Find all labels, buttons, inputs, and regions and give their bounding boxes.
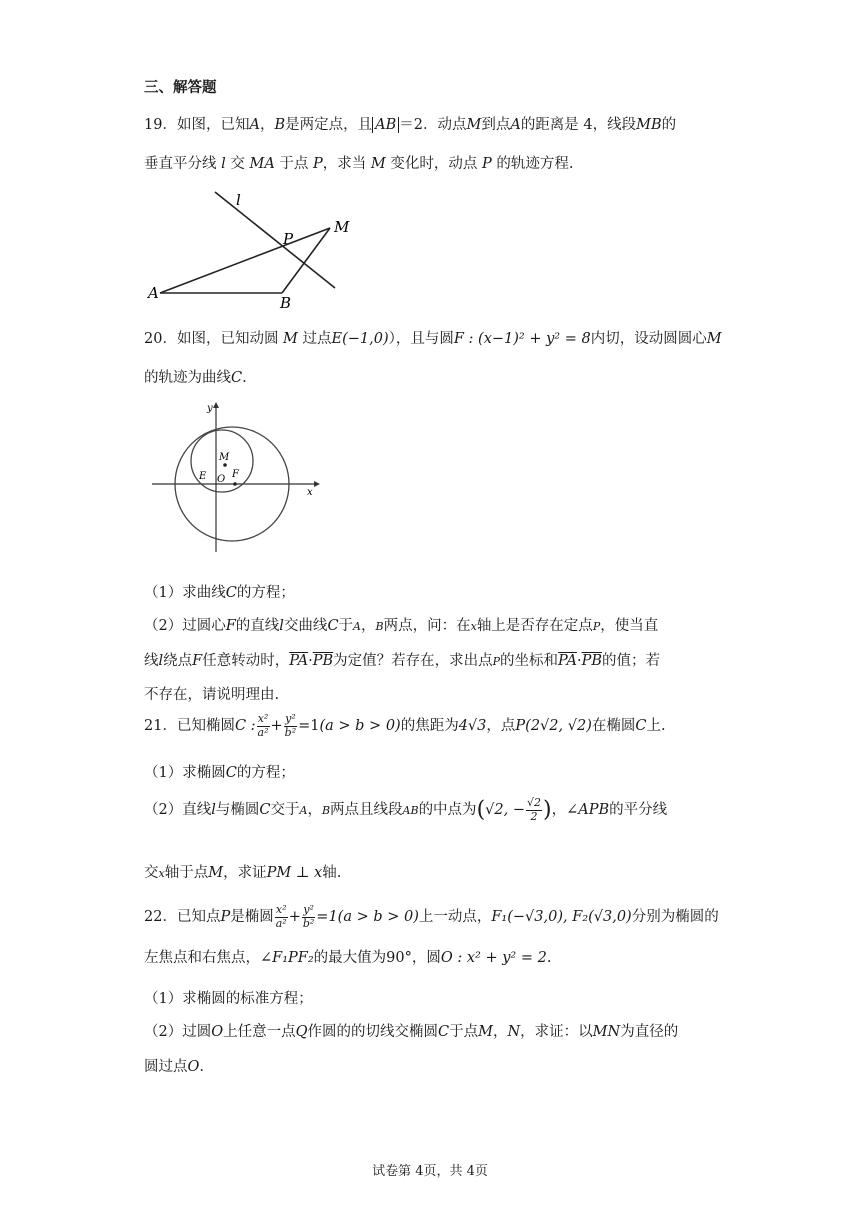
text: （1）求椭圆的标准方程；	[144, 991, 313, 1007]
q22-sub2-line2	[144, 1055, 204, 1076]
var-x: x	[470, 620, 477, 633]
text: 任意转动时，	[202, 653, 290, 669]
fraction-x2-a2	[257, 713, 270, 739]
text: 上.	[646, 718, 666, 735]
var-P: P	[308, 156, 323, 172]
label-F: F	[232, 469, 239, 480]
var-M: M	[706, 331, 722, 347]
text: 交于	[270, 802, 300, 819]
q19-line1: 19．如图，已知A，B是两定点，且 AB ＝2．动点M到点A的距离是 4，线段MB的	[144, 117, 677, 133]
fraction-y2-b2	[302, 904, 315, 930]
text: 交	[144, 865, 159, 881]
var-M: M	[278, 331, 303, 347]
text: 两点且线段	[330, 802, 403, 819]
text: 轴.	[322, 865, 342, 881]
q22-sub2-line1	[144, 1020, 678, 1041]
var-A: A	[353, 620, 361, 633]
ellipse-C-label: C :	[234, 718, 256, 735]
text: 于	[338, 618, 354, 634]
var-C: C	[635, 718, 647, 735]
text: 的坐标和	[500, 653, 559, 669]
text: （1）求曲线	[144, 585, 226, 601]
text: 交曲线	[283, 618, 328, 634]
angle-F1PF2: ∠F₁PF₂	[260, 950, 314, 966]
numerator: x²	[275, 903, 287, 916]
q20-sub1	[144, 581, 295, 602]
denominator: b²	[302, 916, 315, 930]
equals-condition: =1(a > b > 0)	[316, 909, 419, 926]
label-y: y	[207, 403, 213, 414]
point-E: E(−1,0)	[331, 331, 389, 347]
section-title: 三、解答题	[144, 80, 217, 96]
var-A: A	[249, 117, 260, 133]
q19-line2	[144, 152, 573, 173]
var-l: l	[211, 802, 216, 819]
q22-line2	[144, 946, 551, 967]
right-paren: )	[543, 797, 552, 823]
var-M: M	[466, 117, 482, 133]
angle-90: 90°	[386, 950, 412, 966]
denominator: a²	[257, 725, 269, 739]
text: 的直线	[235, 618, 280, 634]
var-C: C	[225, 765, 237, 781]
numerator: √2	[527, 796, 542, 809]
x-axis-arrow-icon	[314, 481, 320, 487]
text: 到点	[481, 117, 511, 133]
numerator: y²	[285, 712, 296, 725]
condition: (a > b > 0)	[319, 718, 401, 735]
text: 22．已知点	[144, 909, 221, 926]
var-P: P	[477, 156, 497, 172]
text: 的轨迹方程.	[496, 156, 574, 172]
text: 左焦点和右焦点，	[144, 950, 260, 966]
var-A: A	[510, 117, 521, 133]
text: 的方程；	[236, 765, 295, 781]
segment-AM	[160, 228, 330, 293]
midpoint-x: √2, −	[485, 802, 525, 819]
text: 绕点	[163, 653, 193, 669]
text: 的中点为	[418, 802, 477, 819]
var-B: B	[375, 620, 384, 633]
label-M: M	[219, 452, 230, 463]
text: ，圆	[411, 950, 441, 966]
equals-one: =1	[298, 718, 320, 735]
point-F	[233, 482, 237, 486]
fraction-x2-a2	[275, 904, 288, 930]
angle-APB: ∠APB	[566, 802, 610, 819]
text: ，	[361, 618, 376, 634]
text: ，求证：以	[520, 1024, 593, 1040]
var-M: M	[366, 156, 391, 172]
text: 作圆的的切线交椭圆	[307, 1024, 439, 1040]
focal-length: 4√3	[458, 718, 487, 735]
var-M: M	[208, 865, 224, 881]
vector-PA: $\overline{PA}$	[289, 653, 309, 669]
denominator: b²	[284, 725, 297, 739]
point-P: P(2√2, √2)	[515, 718, 592, 735]
text: 不存在，请说明理由.	[144, 687, 280, 703]
var-C: C	[327, 618, 339, 634]
var-N: N	[507, 1024, 521, 1040]
var-F: F	[225, 618, 236, 634]
var-C: C	[231, 370, 243, 386]
q20-sub2-line2	[144, 649, 660, 670]
var-AB: AB	[402, 804, 419, 818]
text: 的距离是 4，线段	[520, 117, 637, 133]
perpendicular-statement: PM ⊥ x	[266, 865, 323, 881]
fraction-sqrt2-2	[526, 797, 542, 823]
circle-F-equation: F : (x−1)² + y² = 8	[453, 331, 591, 347]
var-MN: MN	[592, 1024, 621, 1040]
vector-PB: $\overline{PB}$	[312, 653, 334, 669]
var-B: B	[321, 804, 331, 818]
text: 是两定点，且	[285, 117, 373, 133]
var-O: O	[187, 1059, 200, 1075]
numerator: y²	[303, 903, 314, 916]
text: 的	[661, 117, 677, 133]
text: ，	[492, 1024, 508, 1040]
var-MA: MA	[244, 156, 280, 172]
text: 的值；若	[601, 653, 660, 669]
left-paren: (	[476, 797, 486, 823]
q20-figure	[144, 398, 329, 558]
text: （2）过圆	[144, 1024, 212, 1040]
text: 20．如图，已知动圆	[144, 331, 279, 347]
var-O: O	[211, 1024, 224, 1040]
text: 轴于点	[164, 865, 209, 881]
plus-sign: +	[270, 718, 283, 735]
text: 的焦距为	[400, 718, 459, 735]
text: 轴上是否存在定点	[476, 618, 593, 634]
text: ，求当	[322, 156, 367, 172]
q20-sub2-line1	[144, 614, 658, 635]
var-P: P	[592, 620, 601, 633]
text: 垂直平分线	[144, 156, 217, 172]
line-l	[215, 192, 335, 288]
text: 于点	[279, 156, 309, 172]
var-P: P	[492, 655, 501, 668]
var-B: B	[274, 117, 286, 133]
dot-operator: ·	[576, 653, 582, 669]
text: ，点	[486, 718, 516, 735]
label-B: B	[280, 294, 292, 310]
abs-AB: AB	[372, 117, 399, 133]
q21-line1	[144, 713, 666, 739]
var-l: l	[216, 156, 231, 172]
denominator: 2	[530, 809, 538, 823]
text: ＝2．动点	[399, 117, 467, 133]
vector-PA: $\overline{PA}$	[558, 653, 577, 669]
text: 的最大值为	[313, 950, 387, 966]
q21-sub1	[144, 761, 295, 782]
text: 于点	[449, 1024, 479, 1040]
var-Q: Q	[295, 1024, 308, 1040]
var-C: C	[259, 802, 271, 819]
q22-sub1	[144, 987, 313, 1008]
label-l: l	[236, 191, 241, 209]
foci: F₁(−√3,0), F₂(√3,0)	[491, 909, 632, 926]
var-l: l	[279, 618, 284, 634]
text: ，	[551, 802, 567, 819]
text: .	[242, 370, 247, 386]
text: 为定值？若存在，求出点	[333, 653, 493, 669]
var-x: x	[158, 867, 165, 880]
text: ），且与圆	[388, 331, 454, 347]
text: 变化时，动点	[390, 156, 478, 172]
text: 上一动点，	[418, 909, 492, 926]
text: .	[546, 950, 552, 966]
text: 为直径的	[620, 1024, 679, 1040]
label-E: E	[199, 471, 207, 482]
text: 的平分线	[609, 802, 668, 819]
text: 两点，问：在	[383, 618, 471, 634]
page-footer: 试卷第 4页，共 4页	[372, 1164, 488, 1179]
text: 21．已知椭圆	[144, 718, 235, 735]
text: 与椭圆	[215, 802, 260, 819]
text: .	[199, 1059, 204, 1075]
text: 的方程；	[236, 585, 295, 601]
text: ，使当直	[600, 618, 659, 634]
text: ，	[307, 802, 322, 819]
label-A: A	[148, 284, 159, 302]
text: 交	[230, 156, 245, 172]
var-C: C	[225, 585, 237, 601]
q21-sub2-line1	[144, 797, 667, 823]
vector-PB: $\overline{PB}$	[581, 653, 602, 669]
var-A: A	[299, 804, 308, 818]
var-M: M	[478, 1024, 493, 1040]
label-O: O	[217, 474, 226, 485]
var-MB: MB	[636, 117, 662, 133]
denominator: a²	[275, 916, 287, 930]
text: 圆过点	[144, 1059, 188, 1075]
text: 是椭圆	[230, 909, 274, 926]
text: （1）求椭圆	[144, 765, 226, 781]
var-l: l	[158, 653, 164, 669]
q19-figure	[140, 180, 370, 310]
q21-sub2-line2	[144, 861, 341, 882]
text: 在椭圆	[591, 718, 636, 735]
text: 的轨迹为曲线	[144, 370, 231, 386]
text: 19．如图，已知	[144, 117, 250, 133]
label-x: x	[307, 487, 313, 498]
text: 过点	[302, 331, 332, 347]
label-P: P	[283, 230, 294, 248]
q20-line1	[144, 327, 722, 348]
fraction-y2-b2	[284, 713, 297, 739]
text: 上任意一点	[223, 1024, 296, 1040]
point-M	[223, 463, 227, 467]
text: （2）过圆心	[144, 618, 226, 634]
numerator: x²	[257, 712, 269, 725]
var-F: F	[192, 653, 203, 669]
circle-O-equation: O : x² + y² = 2	[440, 950, 547, 966]
text: 分别为椭圆的	[631, 909, 719, 926]
text: ，求证	[223, 865, 267, 881]
label-M: M	[334, 218, 350, 236]
text: 线	[144, 653, 159, 669]
var-C: C	[438, 1024, 450, 1040]
plus-sign: +	[288, 909, 301, 926]
q22-line1	[144, 904, 719, 930]
var-P: P	[220, 909, 231, 926]
q20-line2	[144, 366, 247, 387]
q20-sub2-line3	[144, 683, 279, 704]
text: （2）直线	[144, 802, 212, 819]
y-axis-arrow-icon	[213, 402, 219, 408]
text: 内切，设动圆圆心	[590, 331, 707, 347]
dot-operator: ·	[308, 653, 313, 669]
